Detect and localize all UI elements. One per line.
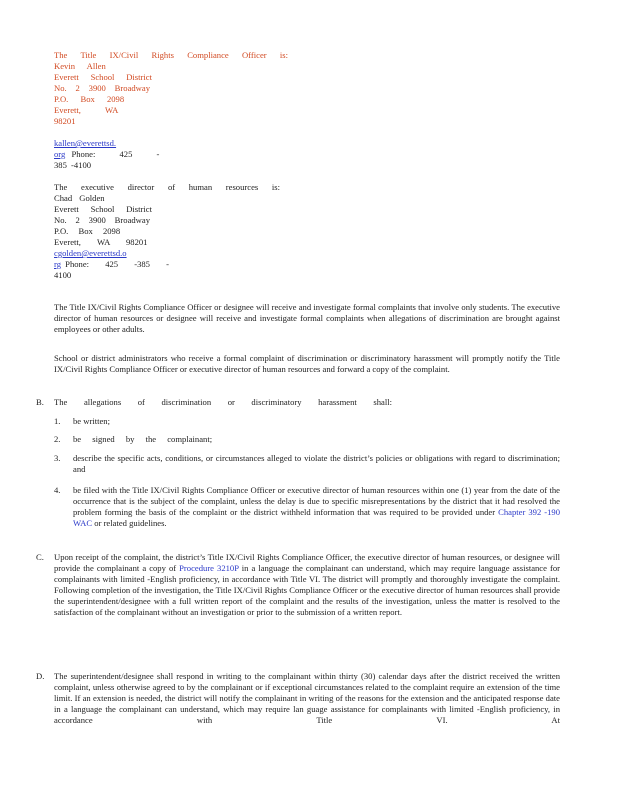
officer-org: Everett School District <box>54 72 152 82</box>
section-c-text-main: Upon receipt of the complaint, the district’s Title IX/Civil Rights Compliance Officer, the executive director of human resources, or designee will provide the complainant a copy of <box>54 552 560 573</box>
director-phone-end: 4100 <box>54 270 72 280</box>
director-contact <box>54 182 294 281</box>
section-b-lead: The allegations of discrimination or discriminatory harassment shall: <box>54 397 392 407</box>
director-phone: Phone: 425 -385 - <box>65 259 169 269</box>
officer-name: Kevin Allen <box>54 61 106 71</box>
director-org: Everett School District <box>54 204 152 214</box>
officer-address1: No. 2 3900 Broadway <box>54 83 150 93</box>
section-d-text: The superintendent/designee shall respond in writing to the complainant within thirty (30) calendar days after the district received the written complaint, unless otherwise agreed to by the complainant or if exceptional circumstances related to the complaint require an extension of the time limit. If an extension is needed, the district will notify the complainant in writing of the reasons for the extension and the anticipated response date in a language the complainant can understand, which may require lan guage assistance for complainants with limited -English proficiency, in accordance with Title VI. At <box>54 671 560 725</box>
director-email-link-end[interactable]: rg <box>54 259 62 269</box>
director-heading: The executive director of human resources is: <box>54 182 280 192</box>
item-1-number: 1. <box>54 416 61 426</box>
officer-phone: Phone: 425 - <box>71 149 160 159</box>
section-c-text-end: in a language the complainant can understand, which may require language assistance for complainants with limited -English proficiency, in accordance with Title VI. The district will promptly and thoroughly investigate the complaint. Following completion of the investigation, the Title IX/Civil Rights Compliance Officer or the executive director of human resources shall provide the superintendent/designee with a full written report of the complaint and the results of the investigation, unless the matter is resolved to the satisfaction of the complainant without an investigation or prior to the submission of a written report. <box>54 563 561 617</box>
officer-email-phone <box>54 138 174 171</box>
item-4-text <box>73 485 560 529</box>
section-c-text <box>54 552 560 618</box>
item-4-number: 4. <box>54 485 61 495</box>
item-3-number: 3. <box>54 453 61 463</box>
section-c-label: C. <box>36 552 44 562</box>
intro-paragraph-1: The Title IX/Civil Rights Compliance Officer or designee will receive and investigate formal complaints that involve only students. The executive director of human resources or designee will receive and investigate formal complaints when allegations of discrimination are brought against employees or other adults. <box>54 302 560 334</box>
officer-phone-end: 385 -4100 <box>54 160 92 170</box>
wac-chapter-link[interactable]: Chapter 392 -190 WAC <box>73 507 561 528</box>
director-name: Chad Golden <box>54 193 105 203</box>
procedure-3210p-link[interactable]: Procedure 3210P <box>179 563 239 573</box>
officer-contact <box>54 50 294 127</box>
director-address1: No. 2 3900 Broadway <box>54 215 150 225</box>
item-2-number: 2. <box>54 434 61 444</box>
officer-zip: 98201 <box>54 116 76 126</box>
intro-paragraph-2: School or district administrators who receive a formal complaint of discrimination or discriminatory harassment will promptly notify the Title IX/Civil Rights Compliance Officer or executive director of human resources and forward a copy of the complaint. <box>54 353 560 374</box>
officer-city: Everett, WA <box>54 105 119 115</box>
item-4-text-main: be filed with the Title IX/Civil Rights Compliance Officer or executive director of human resources within one (1) year from the date of the occurrence that is the subject of the complaint, unless the delay is due to specific misrepresentations by the district that it had resolved the problem forming the basis of the complaint or the district withheld information that was required to be provided under <box>73 485 560 517</box>
director-email-link[interactable]: cgolden@everettsd.o <box>54 248 127 258</box>
item-1-text: be written; <box>73 416 110 426</box>
officer-address2: P.O. Box 2098 <box>54 94 125 104</box>
officer-heading: The Title IX/Civil Rights Compliance Officer is: <box>54 50 288 60</box>
item-2-text: be signed by the complainant; <box>73 434 213 444</box>
item-4-text-end: or related guidelines. <box>94 518 167 528</box>
director-address2: P.O. Box 2098 <box>54 226 121 236</box>
officer-email-link-end[interactable]: org <box>54 149 66 159</box>
officer-email-link[interactable]: kallen@everettsd. <box>54 138 117 148</box>
director-city: Everett, WA 98201 <box>54 237 148 247</box>
section-b-label: B. <box>36 397 44 407</box>
section-d-label: D. <box>36 671 45 681</box>
item-3-text: describe the specific acts, conditions, or circumstances alleged to violate the district’s policies or obligations with regard to discrimination; and <box>73 453 560 474</box>
